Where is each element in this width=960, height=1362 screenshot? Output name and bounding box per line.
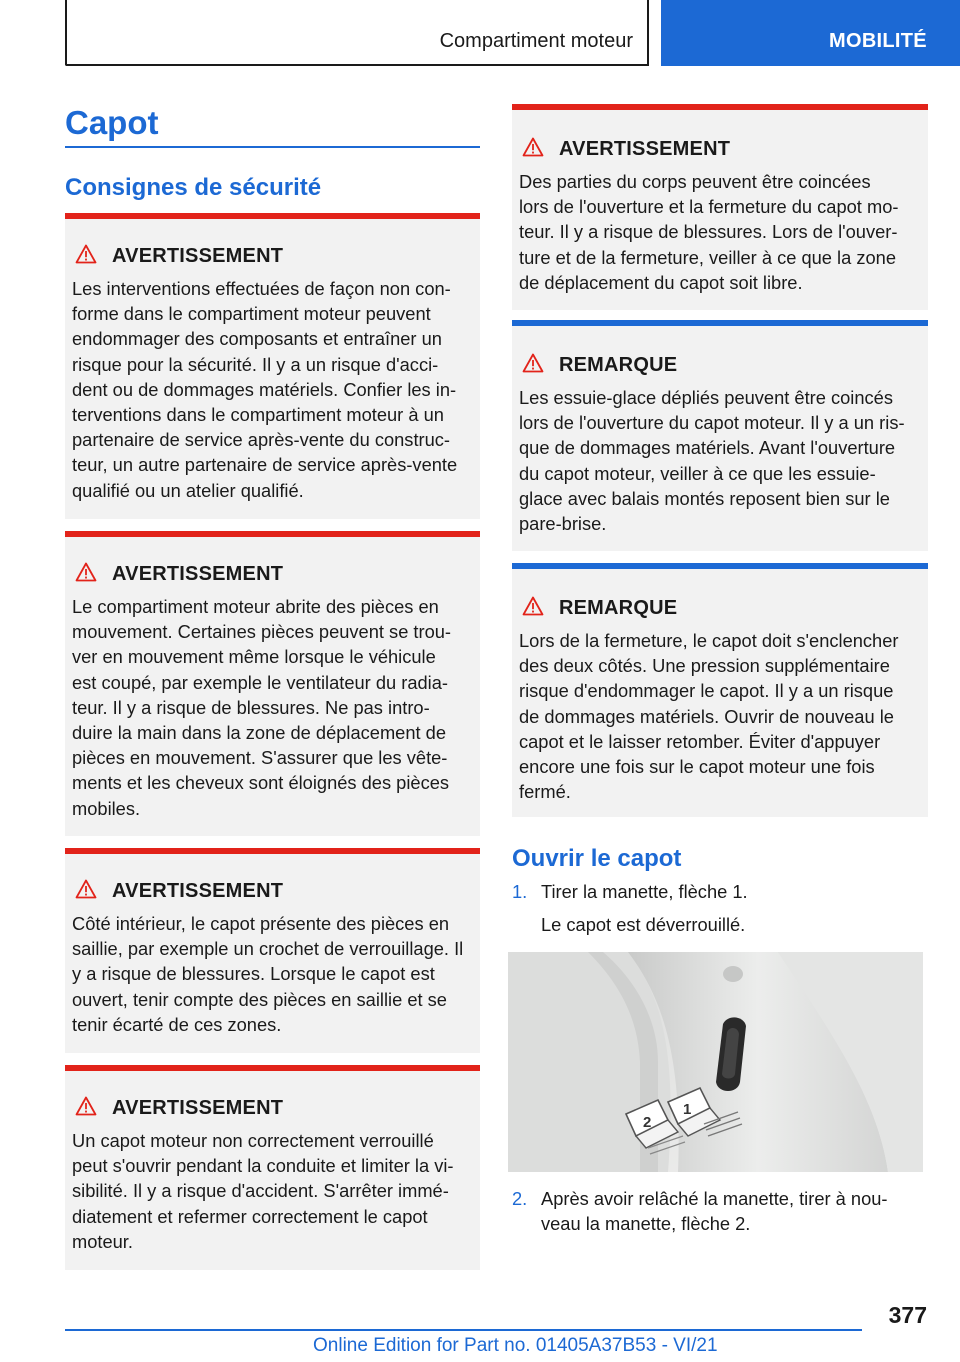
notice-box xyxy=(512,320,928,551)
open-hood-heading: Ouvrir le capot xyxy=(512,845,682,872)
warning-triangle-icon xyxy=(75,562,97,582)
warning-title: AVERTISSEMENT xyxy=(112,563,284,585)
warning-triangle-icon xyxy=(522,137,544,157)
header-section-label: Compartiment moteur xyxy=(439,30,633,52)
hood-release-photo xyxy=(508,952,923,1172)
warning-text: Côté intérieur, le capot présente des pièces en saillie, par exemple un crochet de verrouillage. Il y a risque de blessures. Lorsque le capot est ouvert, tenir compte des pièces en saillie et se tenir écarté de ces zones. xyxy=(72,913,464,1035)
notice-text: Les essuie-glace dépliés peuvent être coincés lors de l'ouverture du capot moteur. Il y a un ris- que de dommages matériels. Avant l'ouverture du capot moteur, veiller à ce que les essuie- glace avec balais montés reposent bien sur le pare-brise. xyxy=(519,387,905,535)
warning-box xyxy=(65,213,480,519)
step-number: 2. xyxy=(512,1188,528,1209)
arrow-label-1: 1 xyxy=(683,1101,692,1118)
notice-title: REMARQUE xyxy=(559,354,678,376)
warning-text: Des parties du corps peuvent être coincées lors de l'ouverture et la fermeture du capot mo- teur. Il y a risque de blessures. Lors de l'ouver- ture et de la fermeture, veiller à ce que la zone de déplacement du capot soit libre. xyxy=(519,171,899,293)
warning-title: AVERTISSEMENT xyxy=(112,245,284,267)
step-text: Après avoir relâché la manette, tirer à nou- veau la manette, flèche 2. xyxy=(541,1188,888,1235)
warning-text: Les interventions effectuées de façon non con- forme dans le compartiment moteur peuvent endommager des composants et entraîner un risque pour la sécurité. Il y a un risque d'acci- dent ou de dommages matériels. Confier les in- terventions dans le compartiment moteur à un partenaire de service après-vente du construc- teur, un autre partenaire de service après-vente qualifié ou un atelier qualifié. xyxy=(72,278,458,501)
notice-text: Lors de la fermeture, le capot doit s'enclencher des deux côtés. Une pression supplémentaire risque d'endommager le capot. Il y a un risque de dommages matériels. Ouvrir de nouveau le capot et le laisser retomber. Éviter d'appuyer encore une fois sur le capot moteur une fois fermé. xyxy=(519,630,899,803)
footer-divider xyxy=(65,1329,862,1331)
warning-triangle-icon xyxy=(522,596,544,616)
step-number: 1. xyxy=(512,881,528,902)
hood-release-illustration xyxy=(508,952,923,1172)
warning-title: AVERTISSEMENT xyxy=(112,1097,284,1119)
header-chapter-label: MOBILITÉ xyxy=(829,30,927,52)
warning-text: Un capot moteur non correctement verrouillé peut s'ouvrir pendant la conduite et limiter la vi- sibilité. Il y a risque d'accident. S'arrêter immé- diatement et refermer correctement le capot moteur. xyxy=(72,1130,454,1252)
warning-box xyxy=(65,1065,480,1270)
step-text: Tirer la manette, flèche 1. xyxy=(541,881,748,902)
header-section-tab xyxy=(65,0,649,66)
page-title: Capot xyxy=(65,104,159,141)
warning-box xyxy=(65,848,480,1053)
notice-title: REMARQUE xyxy=(559,597,678,619)
warning-triangle-icon xyxy=(75,1096,97,1116)
warning-triangle-icon xyxy=(75,879,97,899)
warning-title: AVERTISSEMENT xyxy=(559,138,731,160)
footer-edition: Online Edition for Part no. 01405A37B53 - VI/21 xyxy=(313,1335,718,1356)
warning-triangle-icon xyxy=(75,244,97,264)
arrow-label-2: 2 xyxy=(643,1114,652,1131)
header-chapter-tab xyxy=(661,0,960,66)
warning-title: AVERTISSEMENT xyxy=(112,880,284,902)
warning-box xyxy=(512,104,928,310)
warning-text: Le compartiment moteur abrite des pièces en mouvement. Certaines pièces peuvent se trou- ver en mouvement même lorsque le véhicule est coupé, par exemple le ventilateur du radia- teur. Il y a risque de blessures. Ne pas intro- duire la main dans la zone de déplacement de pièces en mouvement. S'assurer que les vête- ments et les cheveux sont éloignés des pièces mobiles. xyxy=(72,596,452,819)
notice-box xyxy=(512,563,928,817)
warning-triangle-icon xyxy=(522,353,544,373)
page-number: 377 xyxy=(888,1302,927,1328)
title-divider xyxy=(65,146,480,148)
step-result: Le capot est déverrouillé. xyxy=(541,914,746,935)
warning-box xyxy=(65,531,480,836)
safety-heading: Consignes de sécurité xyxy=(65,174,322,201)
